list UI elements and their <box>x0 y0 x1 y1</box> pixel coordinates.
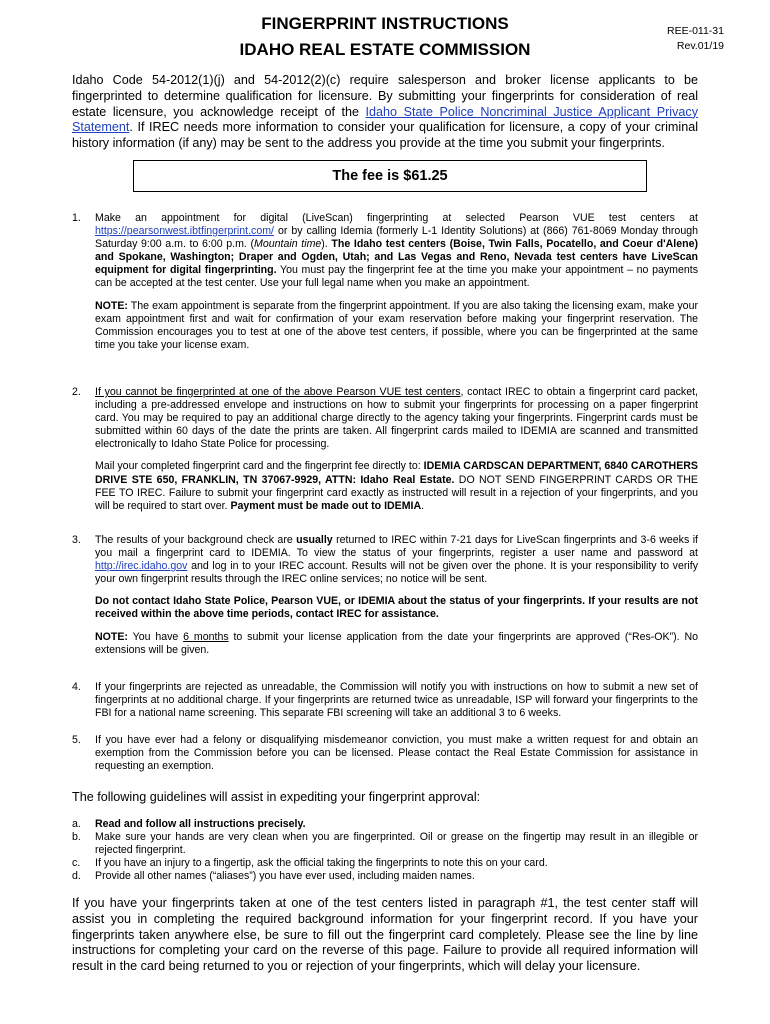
item-1-text-c: ). <box>321 238 332 251</box>
item-1-text-d: You must pay the fingerprint fee at the time you make your appointment – no payments can be accepted at the test center. Use your full legal name when you make an appointment. <box>95 264 698 290</box>
instruction-item-3 <box>72 534 698 666</box>
guideline-letter: d. <box>72 870 81 883</box>
instruction-item-4 <box>72 681 698 729</box>
guideline-a-text: Read and follow all instructions precisely. <box>95 818 306 830</box>
item-number: 2. <box>72 386 81 398</box>
item-number: 5. <box>72 734 81 746</box>
intro-text-a: Idaho Code 54-2012(1)(j) and 54-2012(2)(c) require salesperson and broker license applicants to be fingerprinted to determine qualification for licensure. By submitting your fingerprints for consideration of real estate licensure, you acknowledge receipt of the <box>72 73 698 119</box>
item-1-text-b: or by calling Idemia (formerly L-1 Identity Solutions) at (866) 761-8069 Monday through Saturday 9:00 a.m. to 6:00 p.m. ( <box>95 225 698 251</box>
pearson-fingerprint-link[interactable]: https://pearsonwest.ibtfingerprint.com/ <box>95 225 275 238</box>
item-1-text-a: Make an appointment for digital (LiveScan) fingerprinting at selected Pearson VUE test centers at <box>95 212 698 224</box>
instruction-item-1 <box>72 212 698 361</box>
payment-note: Payment must be made out to IDEMIA <box>230 499 422 512</box>
item-1-note <box>95 300 698 352</box>
guidelines-list <box>72 818 698 883</box>
item-4-text: If your fingerprints are rejected as unreadable, the Commission will notify you with instructions on how to submit a new set of fingerprints at no additional charge. If your fingerprints are returned twice as unreadable, ISP will forward your fingerprints to the FBI for a national name screening. This separate FBI screening will take an additional 3 to 6 weeks. <box>95 681 698 720</box>
item-2-paragraph <box>95 386 698 451</box>
item-1-paragraph <box>95 212 698 291</box>
guideline-d-text: Provide all other names (“aliases”) you have ever used, including maiden names. <box>95 870 475 883</box>
instruction-item-5 <box>72 734 698 782</box>
form-number-block <box>667 24 724 54</box>
fee-box: The fee is $61.25 <box>133 160 647 192</box>
item-1-italic: Mountain time <box>254 238 322 251</box>
item-3-note-underline: 6 months <box>183 630 229 643</box>
guidelines-intro: The following guidelines will assist in expediting your fingerprint approval: <box>72 790 481 804</box>
guideline-a <box>72 818 698 831</box>
guideline-c-text: If you have an injury to a fingertip, ask the official taking the fingerprints to note this on your card. <box>95 857 548 870</box>
item-3-note <box>95 631 698 657</box>
item-number: 3. <box>72 534 81 546</box>
item-2-underline: If you cannot be fingerprinted at one of the above Pearson VUE test centers <box>95 386 461 398</box>
note-label: NOTE: <box>95 299 128 312</box>
item-3-paragraph <box>95 534 698 586</box>
intro-paragraph <box>72 73 698 152</box>
guideline-letter: b. <box>72 831 81 844</box>
guideline-letter: c. <box>72 857 81 870</box>
form-number: REE-011-31 <box>666 25 724 37</box>
closing-paragraph: If you have your fingerprints taken at one of the test centers listed in paragraph #1, the test center staff will assist you in completing the required background information for your fingerprint record. If you have your fingerprints taken anywhere else, be sure to fill out the fingerprint card completely. Please see the line by line instructions for completing your card on the reverse of this page. Failure to provide all required information will result in the card being returned to you or rejection of your fingerprints, which will delay your licensure. <box>72 896 698 974</box>
guideline-b <box>72 831 698 857</box>
item-3-text-c: and log in to your IREC account. Results will not be given over the phone. It is your responsibility to verify your own fingerprint results through the IREC online services; no notice will be sent. <box>95 560 698 586</box>
guideline-d <box>72 870 698 883</box>
note-label: NOTE: <box>95 630 128 643</box>
form-revision: Rev.01/19 <box>676 40 724 52</box>
item-number: 1. <box>72 212 81 224</box>
item-3-note-a: You have <box>127 630 184 643</box>
item-3-text-a: The results of your background check are <box>95 534 297 546</box>
guideline-letter: a. <box>72 818 81 830</box>
instruction-item-2 <box>72 386 698 522</box>
item-3-bold: usually <box>296 534 333 546</box>
item-2-mail-a: Mail your completed fingerprint card and the fingerprint fee directly to: <box>95 460 424 473</box>
item-2-mail-c: . <box>421 499 425 512</box>
item-1-bold: The Idaho test centers (Boise, Twin Falls, Pocatello, and Coeur d'Alene) and Spokane, Washington; Draper and Ogden, Utah; and Las Vegas and Reno, Nevada test centers have LiveScan equipment for digital fingerprinting. <box>95 238 698 277</box>
item-1-note-text: The exam appointment is separate from the fingerprint appointment. If you are also taking the licensing exam, make your exam appointment first and wait for confirmation of your exam reservation before making your fingerprint reservation. The Commission encourages you to test at one of the above test centers, if possible, where you can be fingerprinted at the same time you take your license exam. <box>95 299 698 351</box>
item-number: 4. <box>72 681 81 693</box>
item-2-mail-b: DO NOT SEND FINGERPRINT CARDS OR THE FEE TO IREC. Failure to submit your fingerprint card exactly as instructed will result in a rejection of your fingerprints, and you will be required to start over. <box>95 473 698 512</box>
intro-text-b: . If IREC needs more information to consider your qualification for licensure, a copy of your criminal history information (if any) may be sent to the address you provide at the time you submit your fingerprints. <box>72 120 698 151</box>
item-3-warning <box>95 595 698 621</box>
idemia-address: IDEMIA CARDSCAN DEPARTMENT, 6840 CAROTHERS DRIVE STE 650, FRANKLIN, TN 37067-9929, ATTN: Idaho Real Estate. <box>95 460 698 486</box>
document-title: FINGERPRINT INSTRUCTIONS <box>261 14 509 33</box>
item-2-text: , contact IREC to obtain a fingerprint card packet, including a pre-addressed envelope and instructions on how to submit your fingerprints for processing on a paper fingerprint card. You may be required to pay an additional charge directly to the agency taking your fingerprints. Fingerprint cards must be submitted within 60 days of the date the prints are taken. All fingerprint cards mailed to IDEMIA are scanned and transmitted electronically to Idaho State Police for processing. <box>95 386 698 451</box>
item-2-mail-paragraph <box>95 460 698 512</box>
item-3-note-b: to submit your license application from the date your fingerprints are approved (“Res-OK”). No extensions will be given. <box>95 630 698 656</box>
item-5-text: If you have ever had a felony or disqualifying misdemeanor conviction, you must make a written request for and obtain an exemption from the Commission before you can be licensed. Please contact the Real Estate Commission for assistance in requesting an exemption. <box>95 734 698 773</box>
agency-title: IDAHO REAL ESTATE COMMISSION <box>239 40 531 59</box>
item-3-text-b: returned to IREC within 7-21 days for LiveScan fingerprints and 3-6 weeks if you mail a fingerprint card to IDEMIA. To view the status of your fingerprints, register a user name and password at <box>95 534 698 560</box>
item-3-warning-text: Do not contact Idaho State Police, Pearson VUE, or IDEMIA about the status of your fingerprints. If your results are not received within the above time periods, contact IREC for assistance. <box>95 595 698 621</box>
guideline-b-text: Make sure your hands are very clean when you are fingerprinted. Oil or grease on the fingertip may result in an illegible or rejected fingerprint. <box>95 831 698 857</box>
irec-website-link[interactable]: http://irec.idaho.gov <box>95 560 188 573</box>
guideline-c <box>72 857 698 870</box>
privacy-statement-link[interactable]: Idaho State Police Noncriminal Justice Applicant Privacy Statement <box>72 104 699 135</box>
